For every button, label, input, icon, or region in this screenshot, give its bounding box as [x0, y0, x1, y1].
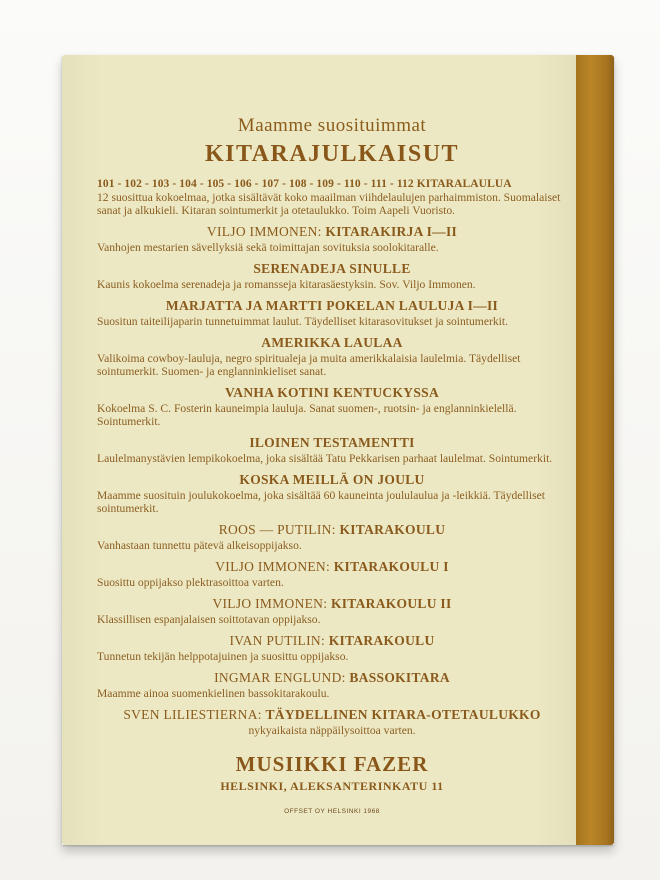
entry-title-line — [97, 596, 567, 612]
entry-title-line — [97, 670, 567, 686]
catalog-entry — [97, 633, 567, 663]
numbers-line — [97, 178, 567, 190]
entry-title: BASSOKITARA — [349, 670, 450, 685]
entry-description: Vanhastaan tunnettu pätevä alkeisoppijakso. — [97, 539, 302, 552]
entry-description: Suositun taiteilijaparin tunnetuimmat laulut. Täydelliset kitarasovitukset ja sointumerkit. — [97, 315, 508, 328]
entry-title: KITARAKOULU I — [333, 559, 449, 574]
cover-page — [62, 55, 576, 845]
entry-title-line — [97, 707, 567, 723]
entry-title-line — [97, 633, 567, 649]
catalog-entry — [97, 298, 567, 328]
entry-author: IVAN PUTILIN: — [229, 633, 329, 648]
entry-title-line — [97, 224, 567, 240]
entry-title: KITARAKOULU II — [330, 596, 452, 611]
catalog-entry — [97, 707, 567, 737]
entry-description: Valikoima cowboy-lauluja, negro spiritualeja ja muita amerikkalaisia laulelmia. Täydelliset sointumerkit. Suomen- ja englanninkieliset sanat. — [97, 352, 521, 378]
catalog-entry — [97, 435, 567, 465]
catalog-entry — [97, 522, 567, 552]
printer-imprint: OFFSET OY HELSINKI 1968 — [284, 808, 380, 815]
entry-description: Vanhojen mestarien sävellyksiä sekä toimittajan sovituksia soolokitaralle. — [97, 241, 439, 254]
entry-description: Klassillisen espanjalaisen soittotavan oppijakso. — [97, 613, 321, 626]
catalog-entry — [97, 670, 567, 700]
numbers-list: 101 - 102 - 103 - 104 - 105 - 106 - 107 - 108 - 109 - 110 - 111 - 112 — [97, 178, 414, 190]
numbers-label: KITARALAULUA — [416, 178, 512, 190]
entry-title-line — [97, 298, 567, 314]
entry-title-line — [97, 522, 567, 538]
entry-author: VILJO IMMONEN: — [212, 596, 331, 611]
catalog-entry — [97, 335, 567, 378]
entry-description: Maamme suosituin joulukokoelma, joka sisältää 60 kauneinta joululaulua ja -leikkiä. Täydelliset sointumerkit. — [97, 489, 545, 515]
publisher-address: HELSINKI, ALEKSANTERINKATU 11 — [220, 779, 444, 793]
entry-description: Maamme ainoa suomenkielinen bassokitarakoulu. — [97, 687, 330, 700]
catalog-content — [97, 115, 567, 815]
entry-title: KOSKA MEILLÄ ON JOULU — [239, 472, 425, 487]
catalog-entry — [97, 385, 567, 428]
entry-author: VILJO IMMONEN: — [206, 224, 326, 239]
page-title: KITARAJULKAISUT — [204, 141, 460, 167]
entry-author: SVEN LILIESTIERNA: — [123, 707, 266, 722]
entry-description: Kaunis kokoelma serenadeja ja romansseja kitarasäestyksin. Sov. Viljo Immonen. — [97, 278, 476, 291]
entry-title: TÄYDELLINEN KITARA-OTETAULUKKO — [265, 707, 541, 722]
entry-title: KITARAKIRJA I—II — [325, 224, 458, 239]
entry-title: MARJATTA JA MARTTI POKELAN LAULUJA I—II — [165, 298, 499, 313]
numbers-description: 12 suosittua kokoelmaa, jotka sisältävät koko maailman viihdelaulujen parhaimmiston. Suomalaiset sanat ja alkukieli. Kitaran sointumerkit ja otetaulukko. Toim Aapeli Vuoristo. — [97, 191, 561, 217]
pretitle: Maamme suosituimmat — [237, 115, 427, 136]
catalog-entry — [97, 224, 567, 254]
entry-title: SERENADEJA SINULLE — [253, 261, 411, 276]
entry-title-line — [97, 261, 567, 277]
entry-title: KITARAKOULU — [328, 633, 435, 648]
catalog-entry — [97, 472, 567, 515]
entry-title-line — [97, 472, 567, 488]
entry-author: ROOS — PUTILIN: — [218, 522, 340, 537]
entry-description: Kokoelma S. C. Fosterin kauneimpia lauluja. Sanat suomen-, ruotsin- ja englanninkielellä. Sointumerkit. — [97, 402, 517, 428]
entry-title: VANHA KOTINI KENTUCKYSSA — [225, 385, 439, 400]
book-spine — [576, 55, 614, 845]
publisher-name: MUSIIKKI FAZER — [235, 752, 429, 776]
entry-title-line — [97, 559, 567, 575]
entry-title-line — [97, 435, 567, 451]
catalog-entry — [97, 559, 567, 589]
booklet-back-cover — [62, 55, 614, 845]
catalog-entry — [97, 261, 567, 291]
entry-title: AMERIKKA LAULAA — [261, 335, 403, 350]
catalog-entry — [97, 596, 567, 626]
entry-title: KITARAKOULU — [339, 522, 446, 537]
entry-description: Laulelmanystävien lempikokoelma, joka sisältää Tatu Pekkarisen parhaat laulelmat. Sointumerkit. — [97, 452, 553, 465]
entry-title: ILOINEN TESTAMENTTI — [249, 435, 415, 450]
entry-description: Tunnetun tekijän helppotajuinen ja suosittu oppijakso. — [97, 650, 349, 663]
entry-description: Suosittu oppijakso plektrasoittoa varten. — [97, 576, 284, 589]
entry-description: nykyaikaista näppäilysoittoa varten. — [248, 724, 416, 737]
entry-author: VILJO IMMONEN: — [215, 559, 334, 574]
entry-author: INGMAR ENGLUND: — [214, 670, 350, 685]
entry-title-line — [97, 335, 567, 351]
entry-title-line — [97, 385, 567, 401]
